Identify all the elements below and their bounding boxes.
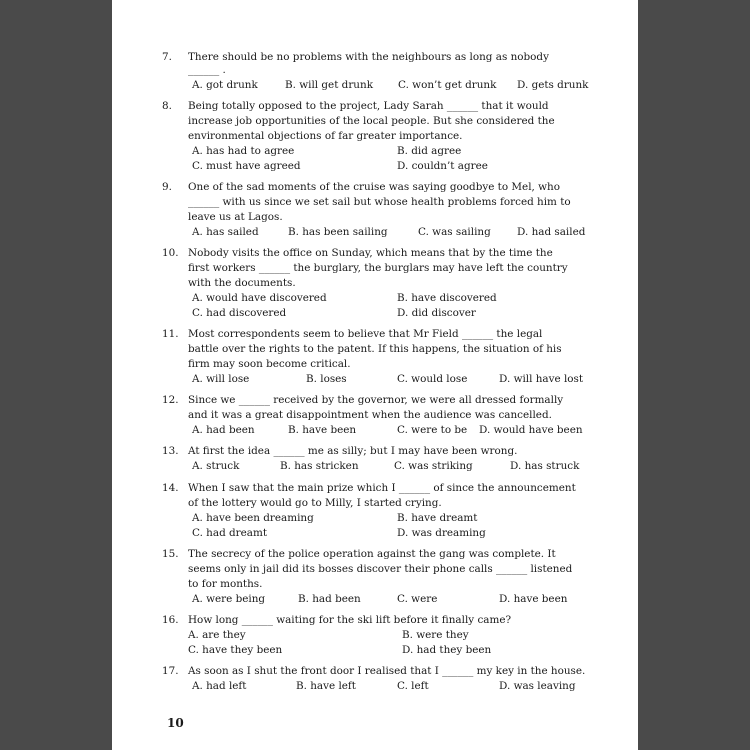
question-number: 10. (162, 247, 179, 259)
option-d[interactable]: D. was leaving (499, 680, 576, 692)
question-line: firm may soon become critical. (188, 358, 351, 370)
page-number: 10 (167, 716, 184, 730)
option-a[interactable]: A. got drunk (192, 79, 258, 91)
question-line: There should be no problems with the neighbours as long as nobody (188, 51, 549, 63)
option-c[interactable]: C. was sailing (418, 226, 491, 238)
option-c[interactable]: C. would lose (397, 373, 468, 385)
option-a[interactable]: A. struck (192, 460, 240, 472)
option-d[interactable]: D. has struck (510, 460, 580, 472)
option-d[interactable]: D. will have lost (499, 373, 584, 385)
option-d[interactable]: D. couldn’t agree (397, 160, 488, 172)
question-number: 11. (162, 328, 179, 340)
option-c[interactable]: C. were to be (397, 424, 468, 436)
option-c[interactable]: C. had dreamt (192, 527, 268, 539)
option-b[interactable]: B. have discovered (397, 292, 497, 304)
question-line: ______ with us since we set sail but whose health problems forced him to (188, 196, 571, 208)
question-line: and it was a great disappointment when the audience was cancelled. (188, 409, 552, 421)
left-dark-margin (0, 0, 112, 750)
option-b[interactable]: B. have been (288, 424, 357, 436)
question-line: Most correspondents seem to believe that Mr Field ______ the legal (188, 328, 543, 340)
option-a[interactable]: A. has had to agree (192, 145, 295, 157)
option-b[interactable]: B. has stricken (280, 460, 359, 472)
question-line: The secrecy of the police operation against the gang was complete. It (188, 548, 556, 560)
option-b[interactable]: B. has been sailing (288, 226, 388, 238)
right-dark-margin (638, 0, 750, 750)
question-line: increase job opportunities of the local people. But she considered the (188, 115, 555, 127)
option-a[interactable]: A. will lose (192, 373, 250, 385)
option-c[interactable]: C. left (397, 680, 429, 692)
question-number: 9. (162, 181, 172, 193)
option-a[interactable]: A. would have discovered (192, 292, 327, 304)
option-b[interactable]: B. had been (298, 593, 361, 605)
question-number: 15. (162, 548, 179, 560)
question-line: with the documents. (188, 277, 296, 289)
question-line: As soon as I shut the front door I realised that I ______ my key in the house. (188, 665, 586, 677)
option-a[interactable]: A. had left (192, 680, 247, 692)
question-line: to for months. (188, 578, 263, 590)
option-d[interactable]: D. did discover (397, 307, 476, 319)
question-line: When I saw that the main prize which I ______ of since the announcement (188, 482, 576, 494)
option-b[interactable]: B. did agree (397, 145, 462, 157)
option-b[interactable]: B. loses (306, 373, 347, 385)
option-c[interactable]: C. must have agreed (192, 160, 301, 172)
question-line: One of the sad moments of the cruise was saying goodbye to Mel, who (188, 181, 560, 193)
question-line: first workers ______ the burglary, the burglars may have left the country (188, 262, 568, 274)
question-line: leave us at Lagos. (188, 211, 283, 223)
question-line: environmental objections of far greater importance. (188, 130, 463, 142)
option-d[interactable]: D. would have been (479, 424, 583, 436)
option-b[interactable]: B. will get drunk (285, 79, 373, 91)
question-line: seems only in jail did its bosses discover their phone calls ______ listened (188, 563, 573, 575)
worksheet-page (112, 0, 638, 750)
question-line: Since we ______ received by the governor, we were all dressed formally (188, 394, 564, 406)
option-c[interactable]: C. won’t get drunk (398, 79, 497, 91)
question-line: Being totally opposed to the project, Lady Sarah ______ that it would (188, 100, 549, 112)
option-c[interactable]: C. have they been (188, 644, 283, 656)
option-c[interactable]: C. were (397, 593, 438, 605)
option-a[interactable]: A. had been (192, 424, 255, 436)
option-d[interactable]: D. have been (499, 593, 568, 605)
option-d[interactable]: D. had sailed (517, 226, 586, 238)
question-line: At first the idea ______ me as silly; but I may have been wrong. (188, 445, 518, 457)
option-b[interactable]: B. were they (402, 629, 469, 641)
option-b[interactable]: B. have dreamt (397, 512, 478, 524)
question-number: 8. (162, 100, 172, 112)
option-d[interactable]: D. gets drunk (517, 79, 589, 91)
option-a[interactable]: A. has sailed (192, 226, 259, 238)
question-line: of the lottery would go to Milly, I started crying. (188, 497, 442, 509)
question-line: Nobody visits the office on Sunday, which means that by the time the (188, 247, 553, 259)
question-line: How long ______ waiting for the ski lift before it finally came? (188, 614, 512, 626)
question-line: battle over the rights to the patent. If this happens, the situation of his (188, 343, 562, 355)
option-d[interactable]: D. was dreaming (397, 527, 486, 539)
question-number: 7. (162, 51, 172, 63)
option-a[interactable]: A. have been dreaming (192, 512, 314, 524)
option-a[interactable]: A. are they (188, 629, 246, 641)
option-a[interactable]: A. were being (192, 593, 266, 605)
question-number: 13. (162, 445, 179, 457)
question-number: 14. (162, 482, 179, 494)
question-line: ______ . (188, 64, 226, 76)
option-b[interactable]: B. have left (296, 680, 356, 692)
option-c[interactable]: C. had discovered (192, 307, 287, 319)
question-number: 12. (162, 394, 179, 406)
option-d[interactable]: D. had they been (402, 644, 492, 656)
question-number: 17. (162, 665, 179, 677)
option-c[interactable]: C. was striking (394, 460, 473, 472)
question-number: 16. (162, 614, 179, 626)
